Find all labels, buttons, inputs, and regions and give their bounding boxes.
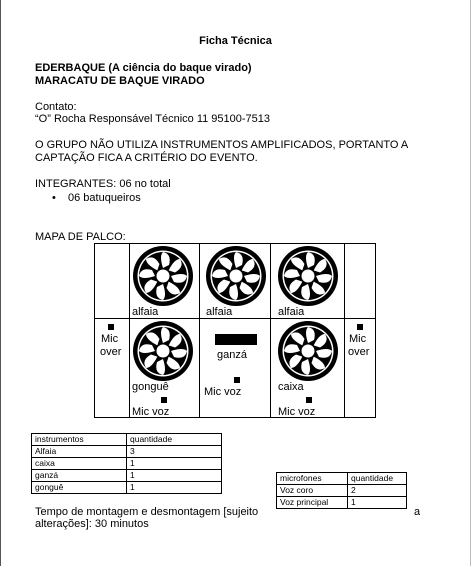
drum-top-icon [205, 245, 267, 307]
mic-voz-left-icon [161, 397, 167, 403]
table-cell: 3 [127, 446, 222, 458]
table-header-cell: instrumentos [32, 434, 127, 446]
stage-divider [344, 244, 345, 417]
table-cell: Voz principal [277, 497, 348, 509]
table-header-row [32, 434, 222, 446]
instruments-table [31, 433, 222, 494]
table-row [32, 482, 222, 494]
table-cell: caixa [32, 458, 127, 470]
table-cell: gonguê [32, 482, 127, 494]
setup-line-1: Tempo de montagem e desmontagem [sujeito [35, 506, 259, 518]
table-cell: 1 [127, 482, 222, 494]
mic-over-right-label-1: Mic [349, 333, 367, 345]
mic-voz-left-label: Mic voz [132, 406, 170, 418]
table-row [32, 458, 222, 470]
table-header-cell: microfones [277, 473, 348, 485]
notice-line-1: O GRUPO NÃO UTILIZA INSTRUMENTOS AMPLIFICADOS, PORTANTO A [35, 139, 409, 151]
table-row [32, 470, 222, 482]
drum-top-icon [277, 320, 339, 382]
notice-line-2: CAPTAÇÃO FICA A CRITÉRIO DO EVENTO. [35, 152, 258, 164]
setup-line-2: alterações]: 30 minutos [35, 518, 149, 530]
drum-top-icon [132, 245, 194, 307]
table-cell: 1 [348, 497, 407, 509]
stage-row-divider [95, 318, 375, 319]
alfaia-label: alfaia [132, 306, 159, 318]
mic-over-right-label-2: over [348, 346, 370, 358]
page-border-left [0, 0, 1, 566]
alfaia-label: alfaia [206, 306, 233, 318]
stage-map [94, 243, 376, 418]
table-header-cell: quantidade [348, 473, 407, 485]
mic-voz-center-label: Mic voz [204, 386, 242, 398]
stage-divider [199, 244, 200, 417]
group-name: EDERBAQUE (A ciência do baque virado) [35, 62, 252, 74]
gongue-label: gonguê [132, 381, 169, 393]
microphones-table [276, 472, 407, 509]
group-genre: MARACATU DE BAQUE VIRADO [35, 75, 205, 87]
mic-over-left-label-1: Mic [101, 333, 119, 345]
contact-label: Contato: [35, 101, 77, 113]
table-cell: 1 [127, 458, 222, 470]
members-line: INTEGRANTES: 06 no total [35, 178, 171, 190]
members-bullet: • 06 batuqueiros [52, 192, 141, 204]
table-cell: ganzá [32, 470, 127, 482]
mic-over-right-icon [357, 324, 363, 330]
document-title: Ficha Técnica [199, 35, 272, 47]
ganza-label: ganzá [217, 349, 247, 361]
table-row [277, 485, 407, 497]
caixa-label: caixa [278, 381, 304, 393]
drum-top-icon [132, 320, 194, 382]
table-cell: 2 [348, 485, 407, 497]
table-row [32, 446, 222, 458]
members-bullet-text: 06 batuqueiros [68, 192, 141, 204]
table-header-cell: quantidade [127, 434, 222, 446]
mic-voz-center-icon [234, 377, 240, 383]
drum-top-icon [277, 245, 339, 307]
table-header-row [277, 473, 407, 485]
stage-map-label: MAPA DE PALCO: [35, 231, 126, 243]
ganza-icon [215, 334, 257, 345]
table-cell: Voz coro [277, 485, 348, 497]
table-cell: Alfaia [32, 446, 127, 458]
contact-line: “O” Rocha Responsável Técnico 11 95100-7513 [35, 113, 271, 125]
table-cell: 1 [127, 470, 222, 482]
mic-voz-right-icon [306, 397, 312, 403]
stage-divider [270, 244, 271, 417]
table-row [277, 497, 407, 509]
alfaia-label: alfaia [278, 306, 305, 318]
stage-divider [129, 244, 130, 417]
mic-over-left-label-2: over [100, 346, 122, 358]
mic-voz-right-label: Mic voz [278, 406, 316, 418]
setup-line-1-end: a [414, 506, 421, 518]
mic-over-left-icon [108, 324, 114, 330]
